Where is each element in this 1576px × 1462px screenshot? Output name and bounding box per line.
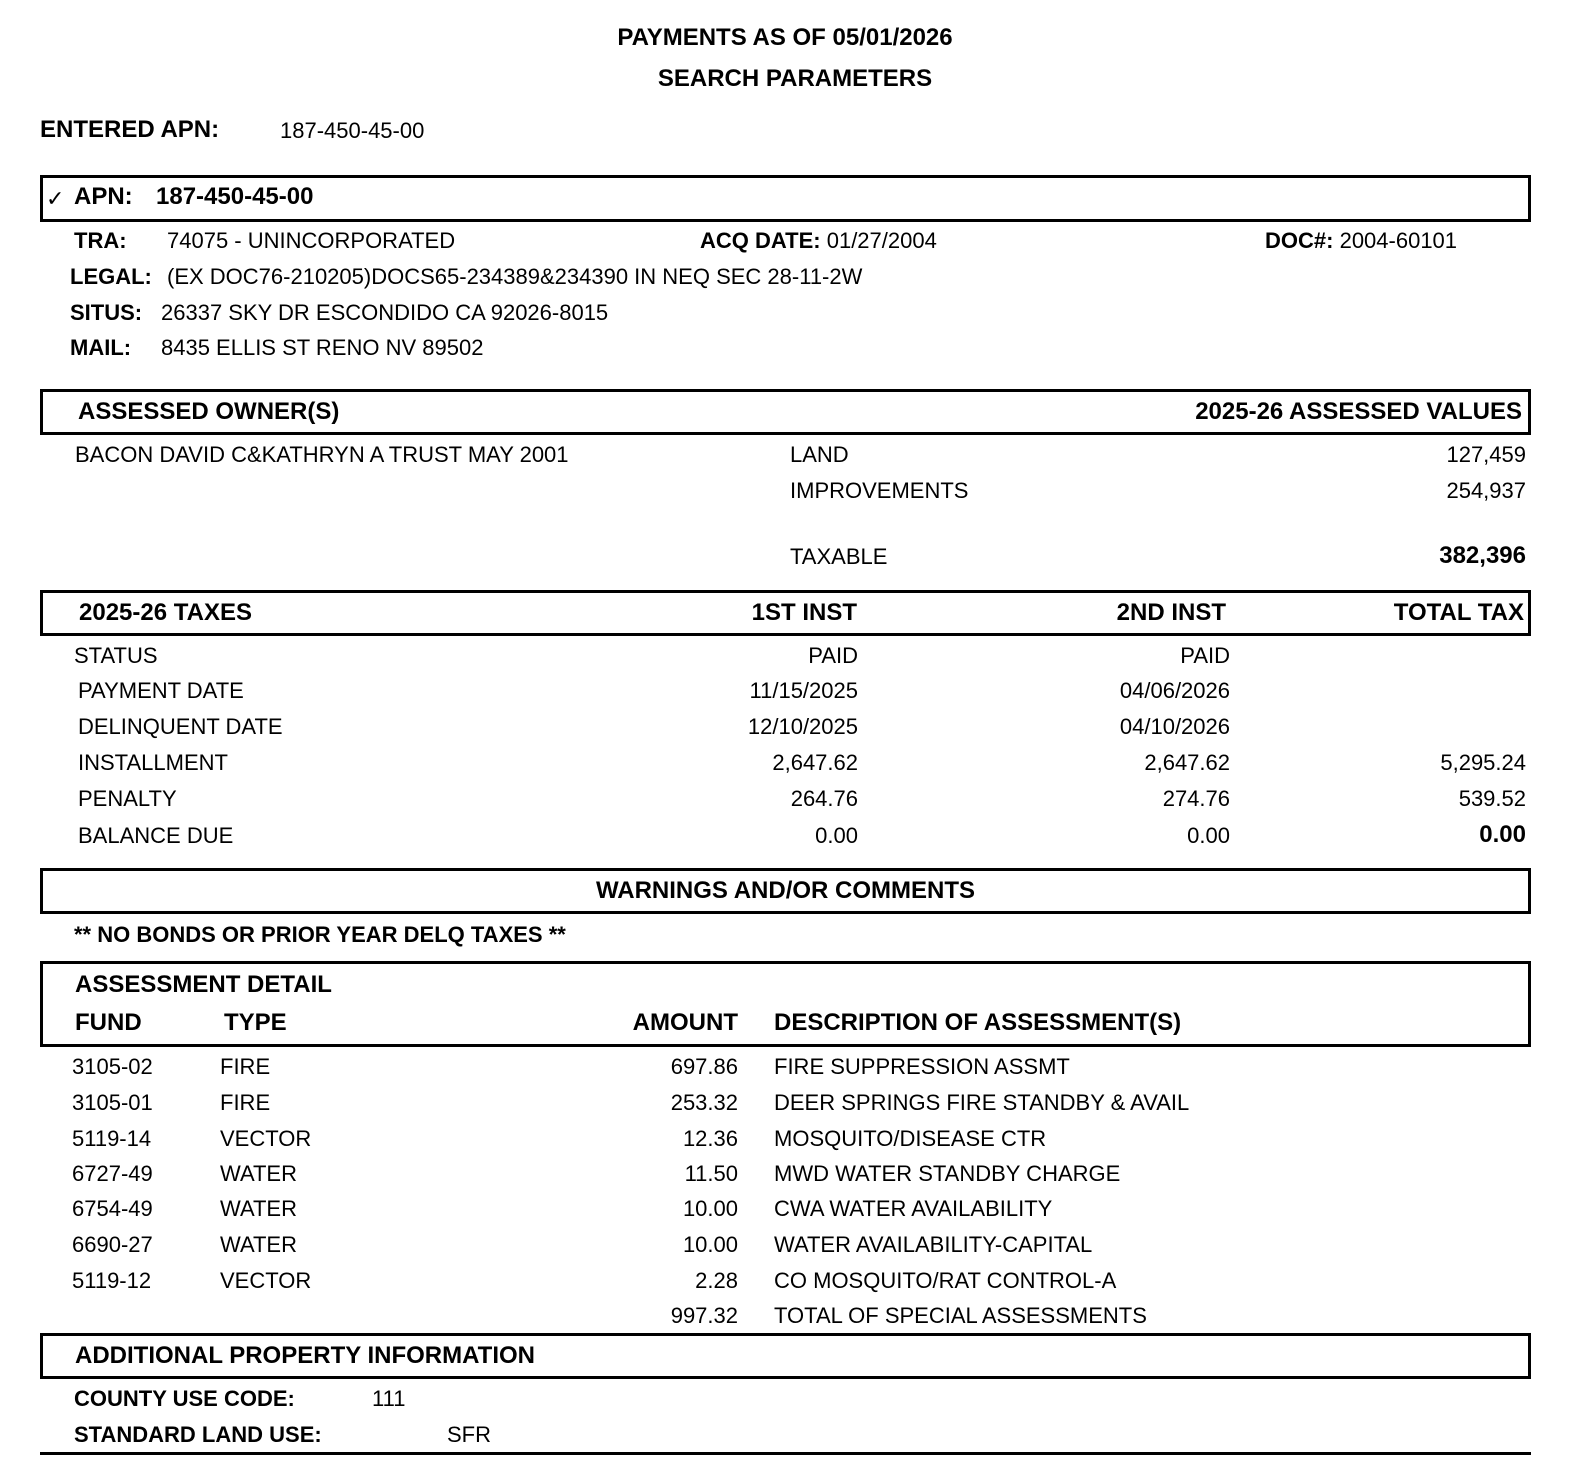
- type-cell: VECTOR: [220, 1268, 312, 1293]
- doc-value: 2004-60101: [1339, 228, 1458, 253]
- amount-cell: 253.32: [670, 1090, 738, 1115]
- doc-number: [1265, 228, 1457, 254]
- amount-cell: 697.86: [670, 1054, 738, 1079]
- standard-land-use-value: SFR: [447, 1422, 491, 1447]
- type-cell: FIRE: [220, 1054, 271, 1079]
- land-label: LAND: [790, 442, 849, 467]
- second-inst-header: 2ND INST: [1116, 599, 1226, 626]
- tax-row-inst2: 0.00: [1187, 823, 1230, 848]
- acq-date: [700, 228, 937, 254]
- doc-label: DOC#:: [1265, 228, 1334, 253]
- improvements-label: IMPROVEMENTS: [790, 478, 969, 503]
- additional-header: ADDITIONAL PROPERTY INFORMATION: [75, 1342, 536, 1369]
- county-use-code-value: 111: [372, 1386, 406, 1411]
- tax-row-label: INSTALLMENT: [78, 750, 228, 775]
- tax-row-label: DELINQUENT DATE: [78, 714, 283, 739]
- page-subtitle: SEARCH PARAMETERS: [657, 65, 933, 92]
- fund-cell: 5119-12: [72, 1268, 152, 1293]
- tax-row-inst1: 264.76: [790, 786, 858, 811]
- tra-value: 74075 - UNINCORPORATED: [167, 228, 456, 253]
- fund-cell: 3105-02: [72, 1054, 153, 1079]
- assessed-values-header: 2025-26 ASSESSED VALUES: [1195, 398, 1522, 425]
- fund-cell: 6754-49: [72, 1196, 153, 1221]
- bottom-divider: [40, 1452, 1531, 1455]
- standard-land-use-label: STANDARD LAND USE:: [74, 1422, 322, 1447]
- type-cell: FIRE: [220, 1090, 271, 1115]
- fund-column-header: FUND: [75, 1009, 142, 1036]
- mail-value: 8435 ELLIS ST RENO NV 89502: [161, 335, 484, 360]
- first-inst-header: 1ST INST: [751, 599, 857, 626]
- type-column-header: TYPE: [224, 1009, 287, 1036]
- fund-cell: 6690-27: [72, 1232, 153, 1257]
- taxable-value: 382,396: [1439, 542, 1526, 569]
- tax-row-label: PAYMENT DATE: [78, 678, 244, 703]
- description-cell: CWA WATER AVAILABILITY: [774, 1196, 1053, 1221]
- amount-cell: 2.28: [695, 1268, 738, 1293]
- description-cell: DEER SPRINGS FIRE STANDBY & AVAIL: [774, 1090, 1190, 1115]
- tax-row-total: 5,295.24: [1440, 750, 1526, 775]
- apn-value: 187-450-45-00: [156, 183, 314, 210]
- amount-cell: 10.00: [682, 1196, 738, 1221]
- owner-name: BACON DAVID C&KATHRYN A TRUST MAY 2001: [75, 442, 569, 467]
- amount-column-header: AMOUNT: [632, 1009, 738, 1036]
- fund-cell: 5119-14: [72, 1126, 152, 1151]
- tra-label: TRA:: [74, 228, 127, 253]
- tax-row-inst1: 0.00: [815, 823, 858, 848]
- tax-row-inst2: PAID: [1180, 643, 1230, 668]
- legal-value: (EX DOC76-210205)DOCS65-234389&234390 IN NEQ SEC 28-11-2W: [167, 264, 863, 289]
- apn-label: APN:: [74, 183, 133, 210]
- tax-row-inst1: 12/10/2025: [747, 714, 858, 739]
- warnings-header: WARNINGS AND/OR COMMENTS: [595, 877, 976, 904]
- acq-date-label: ACQ DATE:: [700, 228, 821, 253]
- legal-label: LEGAL:: [70, 264, 152, 289]
- entered-apn-value: 187-450-45-00: [280, 118, 425, 143]
- entered-apn-label: ENTERED APN:: [40, 116, 220, 143]
- improvements-value: 254,937: [1446, 478, 1526, 503]
- acq-date-value: 01/27/2004: [826, 228, 937, 253]
- type-cell: WATER: [220, 1232, 297, 1257]
- amount-cell: 12.36: [682, 1126, 738, 1151]
- fund-cell: 3105-01: [72, 1090, 153, 1115]
- tax-row-label: PENALTY: [78, 786, 177, 811]
- description-column-header: DESCRIPTION OF ASSESSMENT(S): [774, 1009, 1182, 1036]
- warnings-text: ** NO BONDS OR PRIOR YEAR DELQ TAXES **: [74, 922, 566, 947]
- owner-header: ASSESSED OWNER(S): [78, 398, 340, 425]
- situs-value: 26337 SKY DR ESCONDIDO CA 92026-8015: [161, 300, 609, 325]
- description-cell: FIRE SUPPRESSION ASSMT: [774, 1054, 1070, 1079]
- taxable-label: TAXABLE: [790, 544, 888, 569]
- tax-row-inst2: 04/10/2026: [1119, 714, 1230, 739]
- situs-label: SITUS:: [70, 300, 143, 325]
- checkmark-icon: ✓: [46, 186, 65, 211]
- description-cell: MOSQUITO/DISEASE CTR: [774, 1126, 1047, 1151]
- amount-cell: 10.00: [682, 1232, 738, 1257]
- type-cell: VECTOR: [220, 1126, 312, 1151]
- description-cell: WATER AVAILABILITY-CAPITAL: [774, 1232, 1093, 1257]
- tax-row-inst2: 2,647.62: [1144, 750, 1230, 775]
- balance-due-total: 0.00: [1479, 821, 1526, 848]
- assessment-total-label: TOTAL OF SPECIAL ASSESSMENTS: [774, 1303, 1147, 1328]
- tax-row-inst2: 274.76: [1162, 786, 1230, 811]
- type-cell: WATER: [220, 1161, 297, 1186]
- amount-cell: 11.50: [684, 1161, 738, 1186]
- taxes-header: 2025-26 TAXES: [79, 599, 252, 626]
- description-cell: MWD WATER STANDBY CHARGE: [774, 1161, 1121, 1186]
- total-tax-header: TOTAL TAX: [1393, 599, 1524, 626]
- fund-cell: 6727-49: [72, 1161, 153, 1186]
- tax-row-total: 539.52: [1458, 786, 1526, 811]
- assessment-header: ASSESSMENT DETAIL: [75, 971, 332, 998]
- tax-row-inst1: PAID: [808, 643, 858, 668]
- description-cell: CO MOSQUITO/RAT CONTROL-A: [774, 1268, 1117, 1293]
- tax-row-inst1: 2,647.62: [772, 750, 858, 775]
- county-use-code-label: COUNTY USE CODE:: [74, 1386, 295, 1411]
- type-cell: WATER: [220, 1196, 297, 1221]
- tax-row-label: BALANCE DUE: [78, 823, 234, 848]
- page-title: PAYMENTS AS OF 05/01/2026: [617, 24, 953, 51]
- assessment-total-amount: 997.32: [670, 1303, 738, 1328]
- tax-row-inst1: 11/15/2025: [749, 678, 858, 703]
- land-value: 127,459: [1446, 442, 1526, 467]
- tax-row-label: STATUS: [74, 643, 158, 668]
- tax-row-inst2: 04/06/2026: [1119, 678, 1230, 703]
- mail-label: MAIL:: [70, 335, 132, 360]
